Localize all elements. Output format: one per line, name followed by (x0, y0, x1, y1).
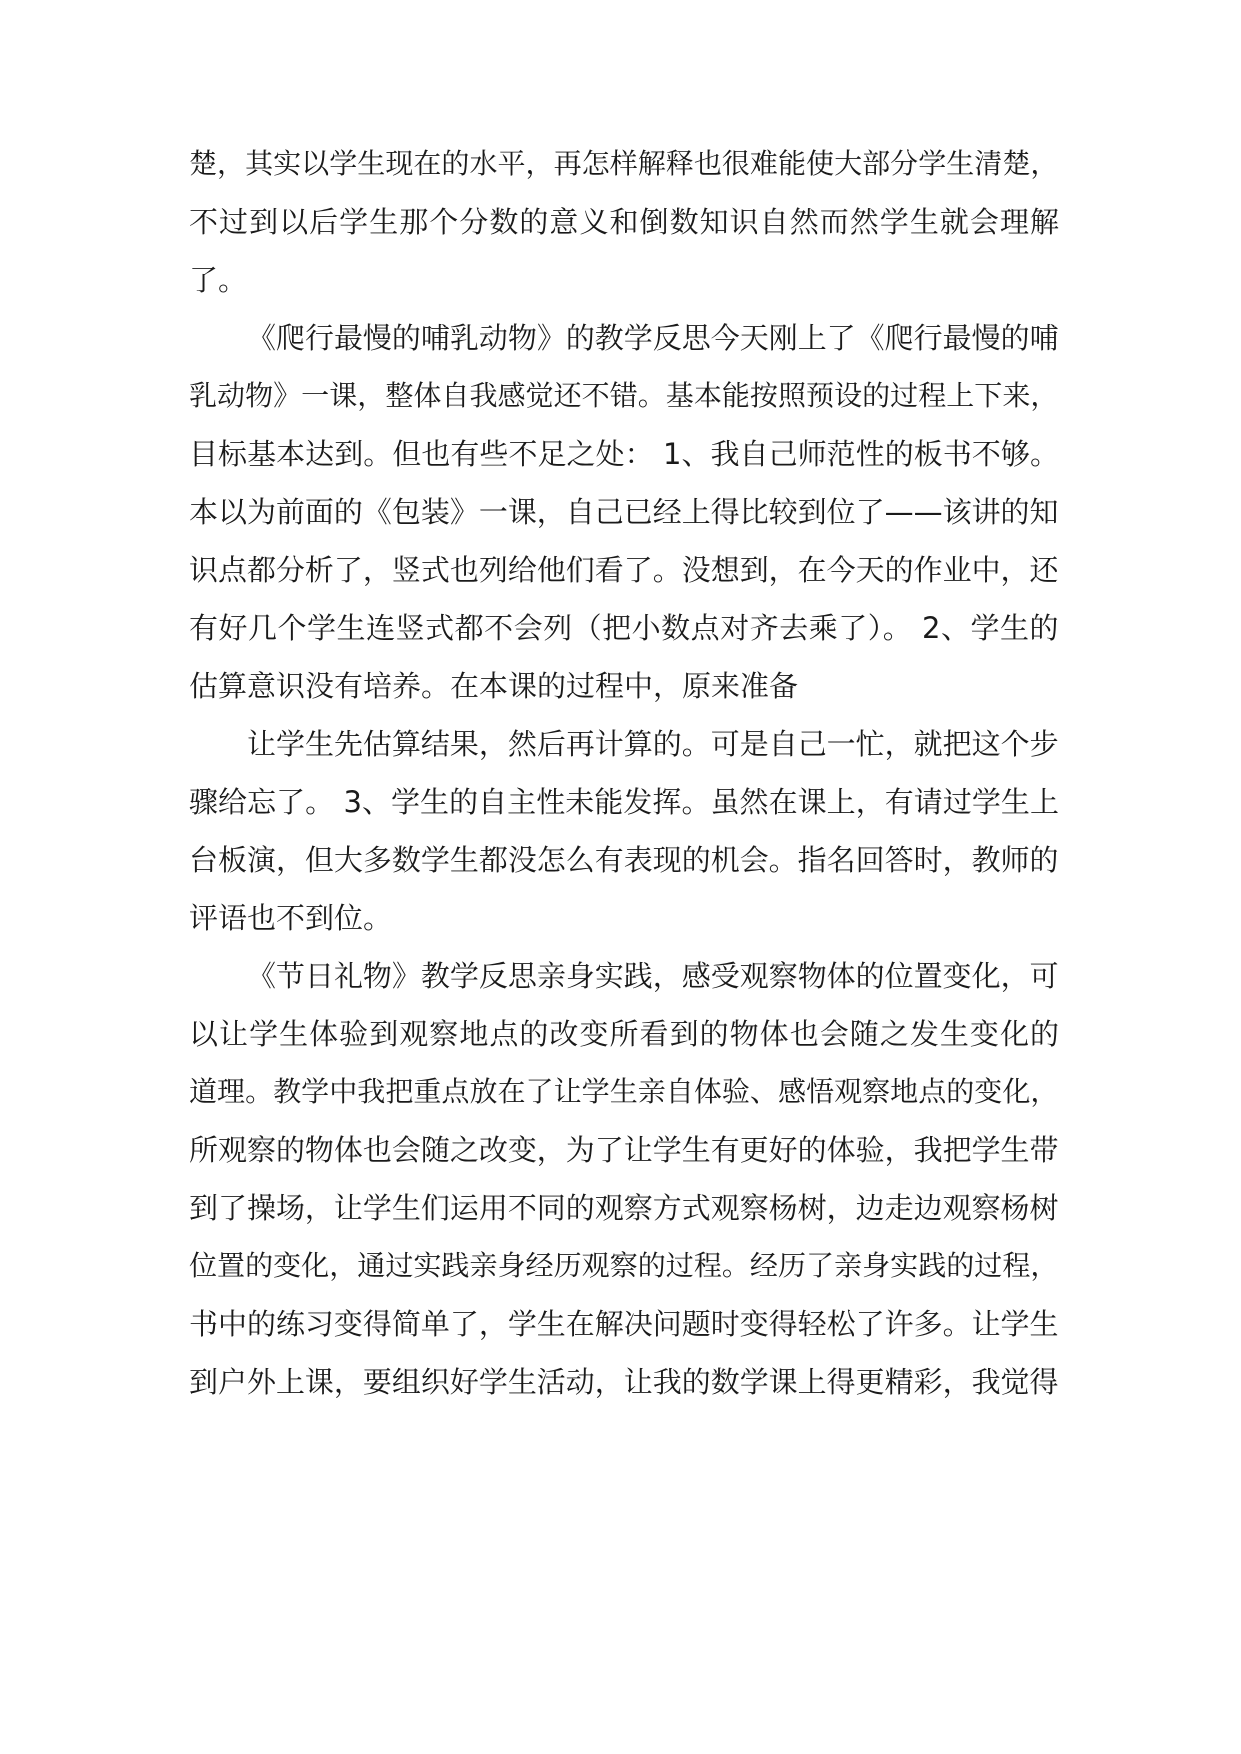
text-line: 位置的变化，通过实践亲身经历观察的过程。经历了亲身实践的过程， (189, 1249, 1059, 1282)
text-line: 楚，其实以学生现在的水平，再怎样解释也很难能使大部分学生清楚， (189, 147, 1059, 180)
text-line: 到了操场，让学生们运用不同的观察方式观察杨树，边走边观察杨树 (189, 1191, 1059, 1225)
text-line: 《爬行最慢的哺乳动物》的教学反思今天刚上了《爬行最慢的哺 (247, 321, 1059, 355)
text-line: 目标基本达到。但也有些不足之处： 1、我自己师范性的板书不够。 (189, 437, 1059, 471)
text-line: 乳动物》一课，整体自我感觉还不错。基本能按照预设的过程上下来， (189, 379, 1059, 412)
text-line: 识点都分析了，竖式也列给他们看了。没想到，在今天的作业中，还 (189, 553, 1059, 587)
text-line: 以让学生体验到观察地点的改变所看到的物体也会随之发生变化的 (189, 1017, 1061, 1051)
text-line: 了。 (189, 263, 248, 297)
text-line: 让学生先估算结果，然后再计算的。可是自己一忙，就把这个步 (247, 727, 1059, 761)
text-line: 所观察的物体也会随之改变，为了让学生有更好的体验，我把学生带 (189, 1133, 1059, 1167)
text-line: 道理。教学中我把重点放在了让学生亲自体验、感悟观察地点的变化， (189, 1075, 1059, 1108)
text-line: 估算意识没有培养。在本课的过程中，原来准备 (189, 669, 799, 703)
text-line: 评语也不到位。 (189, 901, 393, 935)
text-line: 本以为前面的《包装》一课，自己已经上得比较到位了——该讲的知 (189, 495, 1059, 529)
text-line: 骤给忘了。 3、学生的自主性未能发挥。虽然在课上，有请过学生上 (189, 785, 1059, 819)
text-line: 有好几个学生连竖式都不会列（把小数点对齐去乘了）。 2、学生的 (189, 611, 1059, 645)
text-line: 《节日礼物》教学反思亲身实践，感受观察物体的位置变化，可 (247, 959, 1059, 993)
text-line: 不过到以后学生那个分数的意义和倒数知识自然而然学生就会理解 (189, 205, 1061, 239)
text-line: 台板演，但大多数学生都没怎么有表现的机会。指名回答时，教师的 (189, 843, 1059, 877)
text-line: 书中的练习变得简单了，学生在解决问题时变得轻松了许多。让学生 (189, 1307, 1059, 1341)
text-line: 到户外上课，要组织好学生活动，让我的数学课上得更精彩，我觉得 (189, 1365, 1059, 1399)
